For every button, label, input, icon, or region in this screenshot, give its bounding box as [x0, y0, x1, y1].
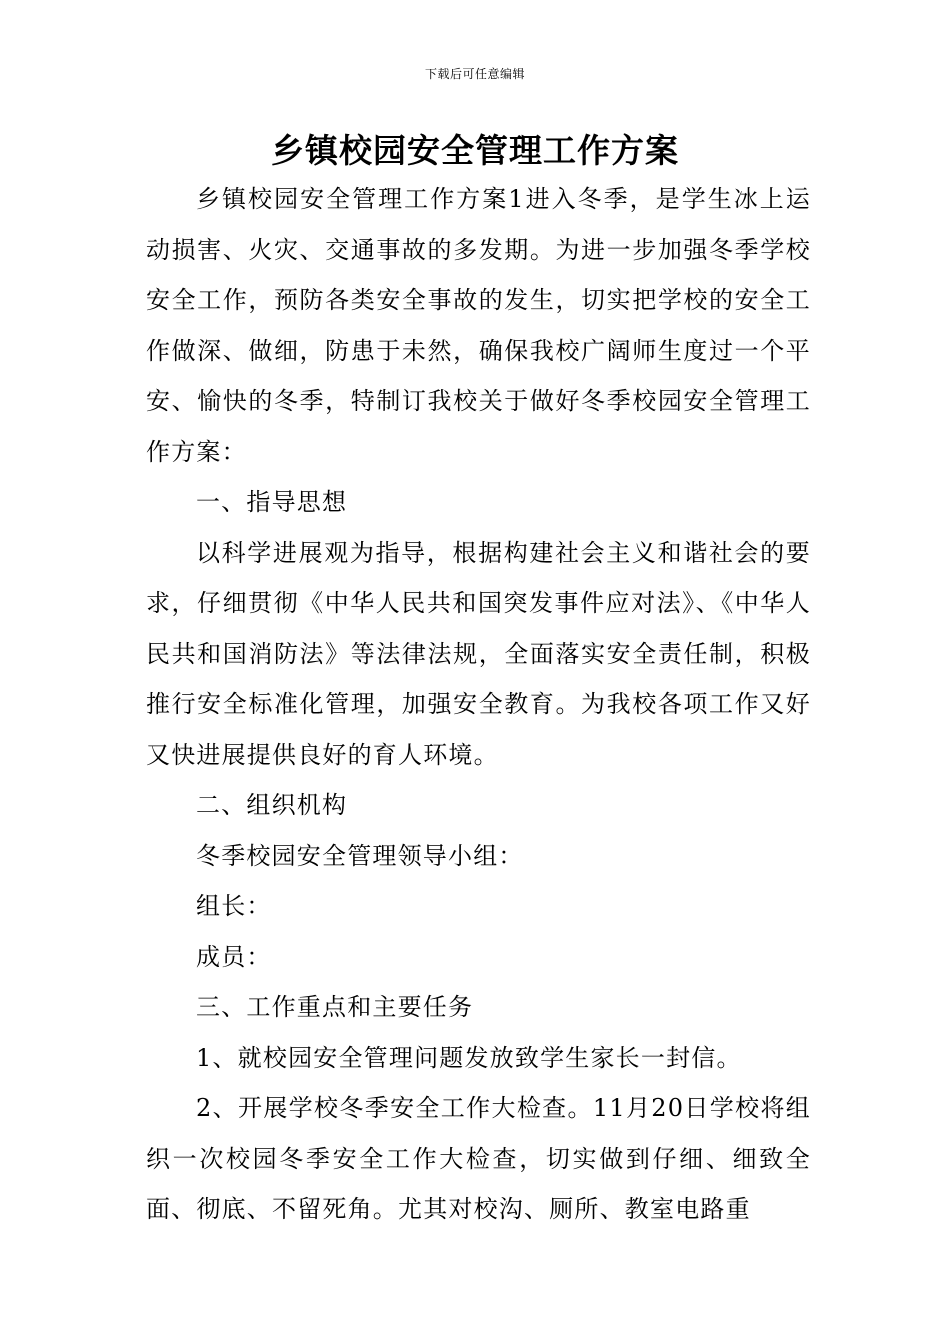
guiding-ideology-paragraph: 以科学进展观为指导，根据构建社会主义和谐社会的要求，仔细贯彻《中华人民共和国突发事件应对法》、《中华人民共和国消防法》等法律法规，全面落实安全责任制，积极推行安全标准化管理，加强安全教育。为我校各项工作又好又快进展提供良好的育人环境。: [146, 538, 811, 769]
section-heading-key-tasks: 三、工作重点和主要任务: [196, 993, 474, 1021]
document-body: [146, 174, 811, 1235]
document-title: 乡镇校园安全管理工作方案: [271, 131, 679, 170]
section-heading-guiding-ideology: 一、指导思想: [196, 488, 348, 516]
group-leader-line: 组长：: [196, 892, 272, 920]
task-item-1: 1、就校园安全管理问题发放致学生家长一封信。: [196, 1043, 742, 1072]
task-item-2: 2、开展学校冬季安全工作大检查。11月20日学校将组织一次校园冬季安全工作大检查，切实做到仔细、细致全面、彻底、不留死角。尤其对校沟、厕所、教室电路重: [146, 1094, 811, 1223]
intro-paragraph: 乡镇校园安全管理工作方案1进入冬季，是学生冰上运动损害、火灾、交通事故的多发期。为进一步加强冬季学校安全工作，预防各类安全事故的发生，切实把学校的安全工作做深、做细，防患于未然，确保我校广阔师生度过一个平安、愉快的冬季，特制订我校关于做好冬季校园安全管理工作方案：: [146, 185, 811, 466]
header-note: 下载后可任意编辑: [424, 67, 525, 81]
leadership-group-line: 冬季校园安全管理领导小组：: [196, 841, 524, 870]
section-heading-organization: 二、组织机构: [196, 791, 348, 819]
members-line: 成员：: [196, 942, 272, 971]
